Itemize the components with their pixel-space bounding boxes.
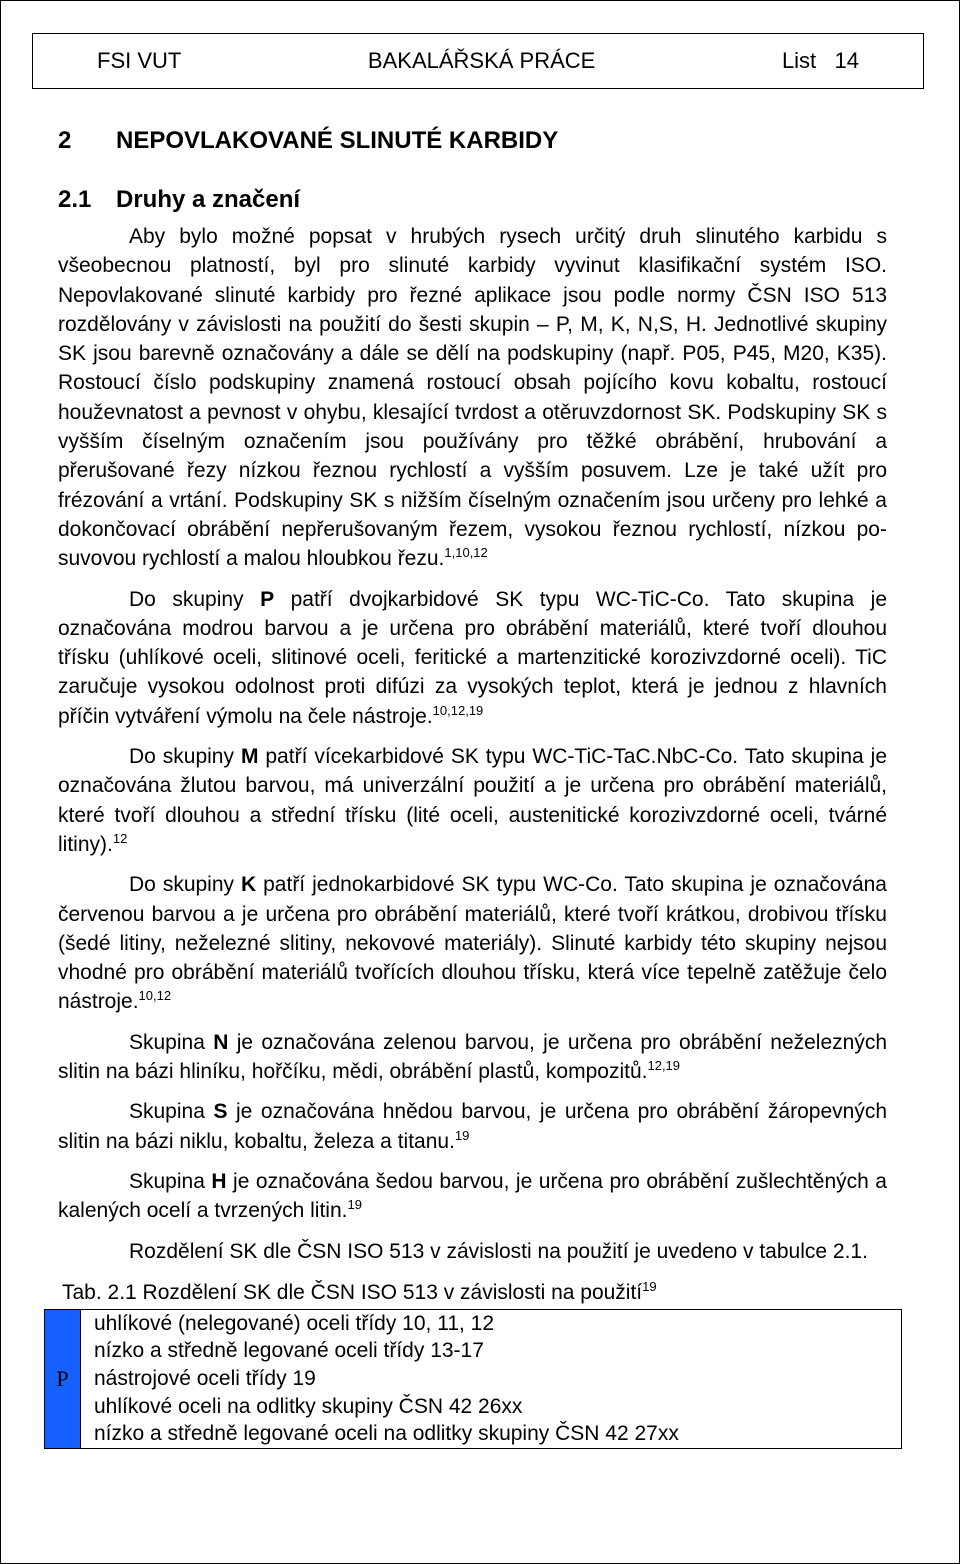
group-letter: S	[213, 1100, 228, 1124]
classification-table	[44, 1309, 902, 1449]
paragraph-text: patří vícekarbidové SK typu WC-TiC-TaC.NbC-Co. Tato skupina je označována žlutou barvou, má univerzální použití a je určena pro obrábění materiálů, které tvoří dlouhou a střední třísku (lité oceli, austenitické korozivzdorné oceli, tvárné litiny).	[58, 745, 888, 856]
citation-ref: 10,12	[138, 988, 172, 1004]
table-row: uhlíkové oceli na odlitky skupiny ČSN 42 26xx	[94, 1394, 523, 1418]
group-letter: M	[240, 745, 259, 769]
paragraph-group-h	[58, 1167, 887, 1226]
page-content	[58, 125, 887, 1449]
paragraph-intro	[58, 222, 887, 574]
section-heading	[58, 184, 887, 216]
header-document-type: BAKALÁŘSKÁ PRÁCE	[367, 48, 596, 73]
citation-ref: 12,19	[647, 1058, 681, 1074]
header-page-number: List 14	[781, 48, 859, 73]
section-title: Druhy a značení	[116, 186, 301, 213]
chapter-title: NEPOVLAKOVANÉ SLINUTÉ KARBIDY	[116, 127, 559, 154]
citation-ref: 19	[454, 1127, 470, 1143]
section-number: 2.1	[58, 186, 92, 213]
group-letter: K	[240, 873, 257, 897]
citation-ref: 12	[112, 830, 128, 846]
paragraph-group-m	[58, 742, 887, 859]
group-letter: H	[211, 1169, 227, 1193]
paragraph-text: patří dvojkarbidové SK typu WC-TiC-Co. Tato skupina je označována modrou barvou a je určena pro obrábění materiálů, které tvoří dlouhou třísku (uhlíkové oceli, slitinové oceli, feritické a martenzitické korozivzdorné oceli). TiC zaručuje vysokou odolnost proti difúzi za vysokých teplot, která je jednou z hlavních příčin vytváření výmolu na čele nástroje.	[58, 587, 887, 728]
table-row: nízko a středně legované oceli na odlitky skupiny ČSN 42 27xx	[94, 1422, 679, 1446]
paragraph-text: Do skupiny	[129, 873, 241, 897]
paragraph-text: patří jednokarbidové SK typu WC-Co. Tato skupina je označována červenou barvou a je určena pro obrábění materiálů, které tvoří krátkou, drobivou třísku (šedé litiny, neželezné slitiny, nekovové materiály). Slinuté karbidy této skupiny nejsou vhodné pro obrábění materiálů tvořících dlouhou třísku, která více tepelně zatěžuje čelo nástroje.	[58, 873, 887, 1014]
table-rows	[81, 1310, 679, 1448]
paragraph-text: Skupina	[129, 1100, 214, 1124]
paragraph-text: je označována hnědou barvou, je určena pro obrábění žáropevných slitin na bázi niklu, kobaltu, železa a titanu.	[58, 1100, 888, 1153]
citation-ref: 10,12,19	[432, 702, 484, 718]
paragraph-group-n	[58, 1028, 887, 1087]
paragraph-text: je označována zelenou barvou, je určena pro obrábění neželezných slitin na bázi hliníku, hořčíku, mědi, obrábění plastů, kompozitů.	[58, 1030, 888, 1084]
table-row: uhlíkové (nelegované) oceli třídy 10, 11, 12	[94, 1311, 495, 1335]
citation-ref: 1,10,12	[444, 545, 488, 561]
paragraph-text: Rozdělení SK dle ČSN ISO 513 v závislosti na použití je uvedeno v tabulce 2.1.	[129, 1239, 868, 1263]
citation-ref: 19	[642, 1278, 657, 1294]
chapter-heading	[58, 125, 887, 157]
paragraph-text: Do skupiny	[129, 587, 261, 611]
paragraph-text: Skupina	[129, 1169, 212, 1193]
table-caption-text: Tab. 2.1 Rozdělení SK dle ČSN ISO 513 v závislosti na použití	[62, 1280, 643, 1304]
paragraph-text: je označována šedou barvou, je určena pro obrábění zušlechtěných a kalených ocelí a tvrzených litin.	[58, 1169, 887, 1223]
chapter-number: 2	[58, 127, 72, 154]
group-color-cell	[45, 1310, 81, 1448]
paragraph-group-k	[58, 870, 887, 1016]
table-row: nízko a středně legované oceli třídy 13-17	[94, 1339, 484, 1363]
paragraph-group-p	[58, 585, 887, 731]
page-header	[32, 33, 924, 89]
table-row: nástrojové oceli třídy 19	[94, 1366, 316, 1390]
group-letter: N	[213, 1030, 229, 1054]
paragraph-group-s	[58, 1097, 887, 1156]
header-institution: FSI VUT	[97, 48, 182, 73]
paragraph-table-reference	[58, 1237, 887, 1266]
group-letter: P	[260, 587, 275, 611]
group-label: P	[56, 1366, 69, 1392]
paragraph-text: Skupina	[129, 1030, 214, 1054]
paragraph-text: Do skupiny	[129, 745, 241, 769]
paragraph-text: Aby bylo možné popsat v hrubých rysech určitý druh slinutého karbidu s všeobecnou platností, byl pro slinuté karbidy vyvinut klasifikační systém ISO. Nepovlakované slinuté karbidy pro řezné aplikace jsou podle normy ČSN ISO 513 rozdělovány v závislosti na použití do šesti skupin – P, M, K, N,S, H. Jednotlivé skupiny SK jsou barevně označovány a dále se dělí na podskupiny (např. P05, P45, M20, K35). Rostoucí číslo podskupiny znamená rostoucí obsah pojícího kovu kobaltu, rostoucí houževnatost a pevnost v ohybu, klesající tvrdost a otěruvzdornost SK. Podskupiny SK s vyšším číselným označením jsou používány pro těžké obrábění, hrubování a přerušované řezy nízkou řeznou rychlostí a vyšším posuvem. Lze je také užít pro frézování a vrtání. Podskupiny SK s nižším číselným označením jsou určeny pro lehké a dokončovací obrábění nepřerušovaným řezem, vysokou řeznou rychlostí, nízkou posuvovou rychlostí a malou hloubkou řezu.	[58, 225, 887, 571]
table-caption	[62, 1278, 887, 1307]
citation-ref: 19	[347, 1197, 362, 1213]
